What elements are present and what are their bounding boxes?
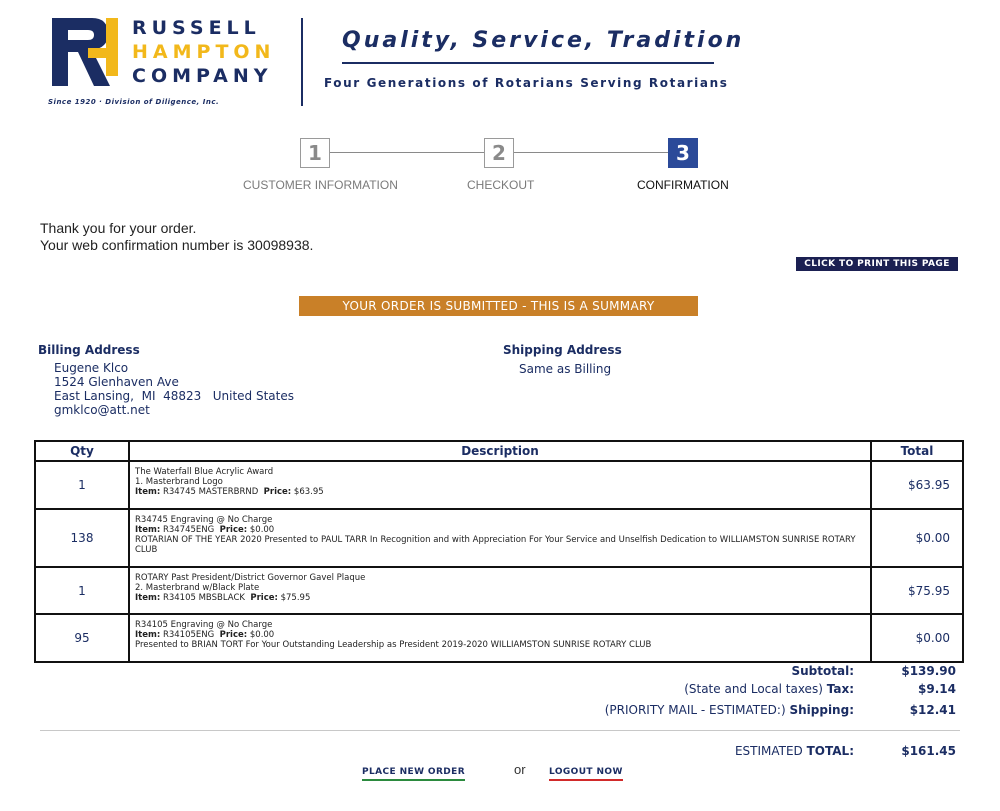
- step-connector: [330, 152, 484, 153]
- row-qty: 138: [35, 509, 129, 567]
- grand-total-row: [500, 744, 956, 760]
- desc-line: 1. Masterbrand Logo: [135, 477, 223, 487]
- row-total: $75.95: [871, 567, 963, 614]
- billing-email: gmklco@att.net: [54, 403, 150, 417]
- row-description: [129, 614, 871, 662]
- table-row: [35, 509, 963, 567]
- subtagline: Four Generations of Rotarians Serving Rotarians: [324, 76, 729, 90]
- step-3-box: 3: [668, 138, 698, 168]
- desc-line: The Waterfall Blue Acrylic Award: [135, 467, 274, 477]
- desc-line: R34745 Engraving @ No Charge: [135, 515, 273, 525]
- step-2-box: 2: [484, 138, 514, 168]
- desc-line: ROTARY Past President/District Governor Gavel Plaque: [135, 573, 366, 583]
- item-code: R34745ENG: [162, 525, 215, 535]
- shipping-row: [500, 703, 956, 719]
- logo-word-hampton: HAMPTON: [132, 41, 276, 63]
- step-3-label: CONFIRMATION: [637, 178, 729, 192]
- billing-address-title: Billing Address: [38, 343, 140, 357]
- grand-total-label: [735, 744, 854, 758]
- billing-name: Eugene Klco: [54, 361, 129, 375]
- subtotal-label: [791, 664, 854, 678]
- grand-total-value: $161.45: [901, 744, 956, 758]
- subtotal-value: $139.90: [901, 664, 956, 678]
- item-label: Item:: [135, 593, 161, 603]
- table-row: [35, 614, 963, 662]
- desc-line: 2. Masterbrand w/Black Plate: [135, 583, 260, 593]
- step-2-label: CHECKOUT: [467, 178, 535, 192]
- grand-label-text: TOTAL:: [806, 744, 854, 758]
- tagline-rule: [342, 62, 714, 64]
- description-header: Description: [129, 441, 871, 461]
- row-qty: 95: [35, 614, 129, 662]
- logout-link[interactable]: LOGOUT NOW: [549, 767, 623, 781]
- item-code: R34105ENG: [162, 630, 215, 640]
- shipping-value: $12.41: [909, 703, 956, 717]
- row-qty: 1: [35, 461, 129, 509]
- row-description: [129, 567, 871, 614]
- item-price: $0.00: [249, 525, 275, 535]
- table-row: [35, 461, 963, 509]
- row-total: $0.00: [871, 509, 963, 567]
- desc-item-line: [135, 525, 865, 535]
- engraving-text: ROTARIAN OF THE YEAR 2020 Presented to PAUL TARR In Recognition and with Appreciation For Your Service and Unselfish Dedication to WILLIAMSTON SUNRISE ROTARY CLUB: [135, 535, 856, 555]
- row-description: [129, 461, 871, 509]
- row-description: [129, 509, 871, 567]
- totals-divider: [40, 730, 960, 731]
- engraving-text: Presented to BRIAN TORT For Your Outstanding Leadership as President 2019-2020 WILLIAMSTON SUNRISE ROTARY CLUB: [135, 640, 652, 650]
- item-code: R34745 MASTERBRND: [162, 487, 259, 497]
- shipping-label: [605, 703, 854, 717]
- price-label: Price:: [263, 487, 292, 497]
- billing-address: [54, 361, 294, 417]
- step-1-box: 1: [300, 138, 330, 168]
- price-label: Price:: [219, 630, 248, 640]
- or-text: or: [514, 762, 526, 777]
- tax-row: [500, 682, 956, 698]
- shipping-label-text: Shipping:: [789, 703, 854, 717]
- header-divider: [301, 18, 303, 106]
- desc-item-line: [135, 487, 865, 497]
- billing-street: 1524 Glenhaven Ave: [54, 375, 179, 389]
- desc-item-line: [135, 630, 865, 640]
- price-label: Price:: [250, 593, 278, 603]
- row-total: $63.95: [871, 461, 963, 509]
- order-summary-banner: YOUR ORDER IS SUBMITTED - THIS IS A SUMMARY: [299, 296, 698, 316]
- table-row: [35, 567, 963, 614]
- logo-since: Since 1920 · Division of Diligence, Inc.: [48, 98, 220, 106]
- item-label: Item:: [135, 630, 161, 640]
- rh-monogram-icon: [48, 12, 128, 92]
- total-header: Total: [871, 441, 963, 461]
- print-page-button[interactable]: CLICK TO PRINT THIS PAGE: [796, 257, 958, 271]
- thanks-line: Thank you for your order.: [40, 220, 197, 236]
- company-logo: [48, 12, 276, 110]
- item-code: R34105 MBSBLACK: [162, 593, 245, 603]
- tax-prefix: (State and Local taxes): [684, 682, 823, 696]
- thank-you-message: [40, 220, 313, 254]
- confirmation-number-line: Your web confirmation number is 30098938.: [40, 237, 314, 253]
- price-label: Price:: [219, 525, 248, 535]
- step-1-label: CUSTOMER INFORMATION: [243, 178, 398, 192]
- logo-word-company: COMPANY: [132, 65, 273, 87]
- desc-item-line: [135, 593, 865, 603]
- place-new-order-link[interactable]: PLACE NEW ORDER: [362, 767, 465, 781]
- item-price: $75.95: [280, 593, 311, 603]
- tax-label-text: Tax:: [826, 682, 854, 696]
- tax-value: $9.14: [918, 682, 956, 696]
- row-total: $0.00: [871, 614, 963, 662]
- item-price: $0.00: [249, 630, 275, 640]
- step-connector: [514, 152, 668, 153]
- grand-prefix: ESTIMATED: [734, 744, 803, 758]
- subtotal-row: [500, 664, 956, 680]
- shipping-address-title: Shipping Address: [503, 343, 622, 357]
- subtotal-label-text: Subtotal:: [791, 664, 854, 678]
- tax-label: [684, 682, 854, 696]
- item-label: Item:: [135, 487, 161, 497]
- qty-header: Qty: [35, 441, 129, 461]
- logo-word-russell: RUSSELL: [132, 17, 261, 39]
- shipping-address: Same as Billing: [519, 362, 612, 376]
- billing-city: East Lansing, MI 48823 United States: [54, 389, 294, 403]
- row-qty: 1: [35, 567, 129, 614]
- shipping-prefix: (PRIORITY MAIL - ESTIMATED:): [604, 703, 786, 717]
- desc-line: R34105 Engraving @ No Charge: [135, 620, 273, 630]
- table-header-row: [35, 441, 963, 461]
- order-items-table: [34, 440, 964, 663]
- tagline: Quality, Service, Tradition: [342, 28, 745, 53]
- item-label: Item:: [135, 525, 161, 535]
- item-price: $63.95: [293, 487, 324, 497]
